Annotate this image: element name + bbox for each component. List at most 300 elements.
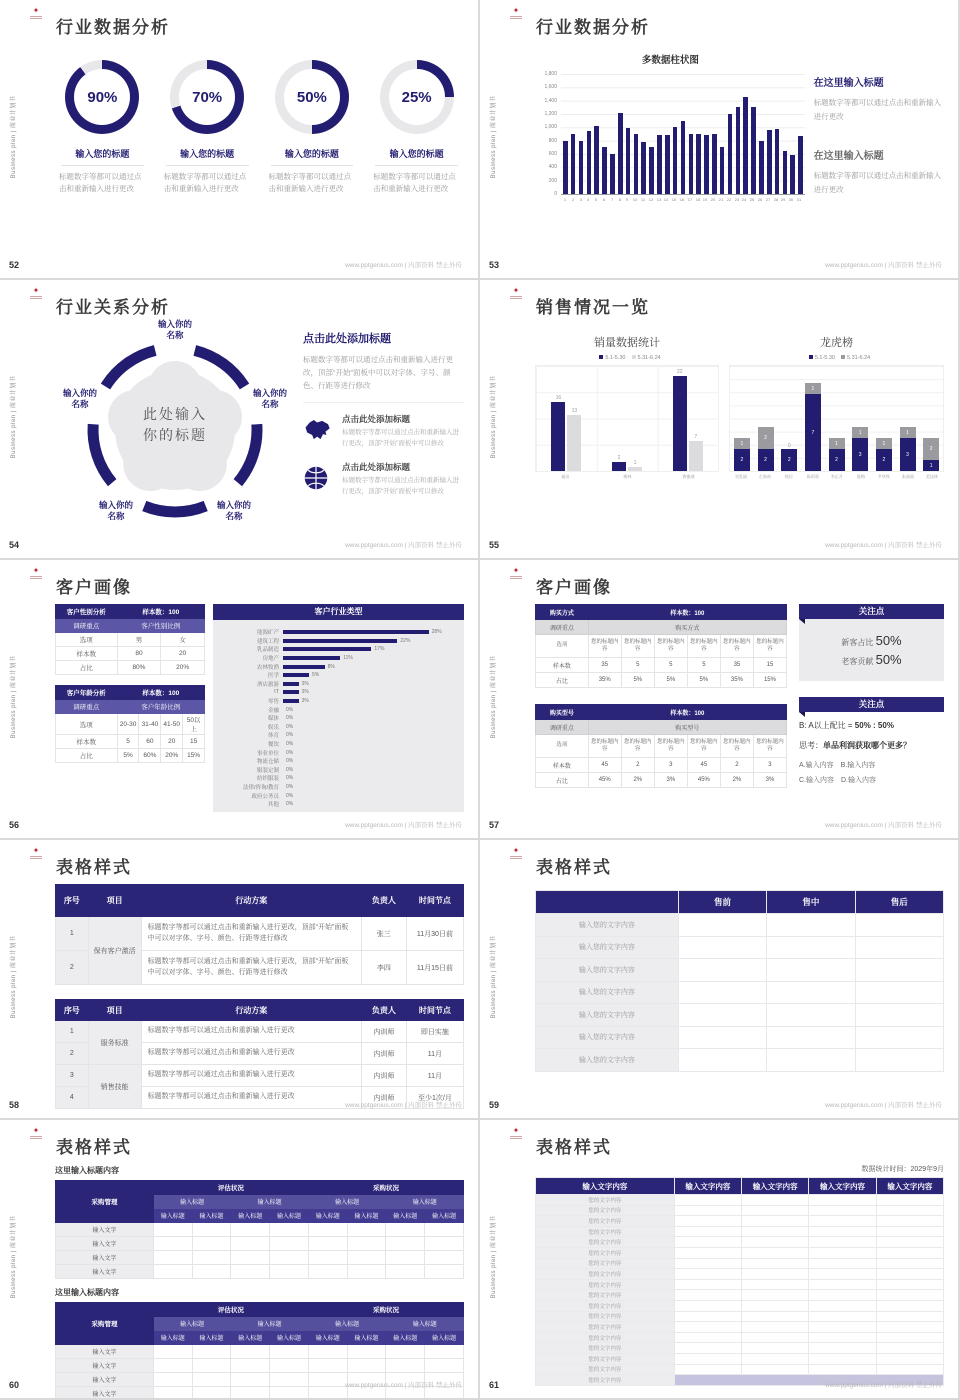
bar <box>283 647 371 651</box>
table-cell: 2 <box>720 758 753 773</box>
slide-title: 表格样式 <box>56 1138 132 1157</box>
table-cell: 5% <box>117 749 139 763</box>
hbar-row <box>215 645 456 654</box>
stacked-bar <box>923 438 939 471</box>
table-caption: 这里输入标题内容 <box>55 1166 119 1175</box>
table-header: 购买型号 <box>536 705 589 720</box>
table-cell: 3% <box>753 773 786 788</box>
hbar-row <box>215 774 456 783</box>
bar-group <box>551 395 581 471</box>
table-cell <box>674 1205 741 1216</box>
china-map-icon <box>303 417 333 443</box>
table-row <box>56 1265 464 1279</box>
block-desc: 标题数字等都可以通过点击和重新输入进行更改 <box>813 98 942 121</box>
category-label: 刘美丽 <box>734 474 748 479</box>
table-cell: 您的标题内容 <box>720 735 753 758</box>
table-row <box>536 936 944 959</box>
owner-cell: 内训师 <box>361 1087 406 1109</box>
table-cell <box>678 1026 766 1049</box>
table-cell <box>767 936 855 959</box>
table-row <box>56 633 205 647</box>
logo-line <box>30 856 42 857</box>
block-desc: 标题数字等都可以通过点击和重新输入进行更改 <box>813 171 942 194</box>
hbar-row <box>215 688 456 697</box>
bar <box>712 134 717 194</box>
tbody-el <box>56 686 205 763</box>
table-cell <box>192 1223 231 1237</box>
category-label: 香蜜湖 <box>682 474 695 479</box>
plot-area <box>561 74 805 195</box>
table-cell: 35 <box>720 658 753 673</box>
slide-thumbnail-60[interactable] <box>0 1120 480 1400</box>
page-number: 53 <box>489 260 500 270</box>
table-cell <box>809 1279 876 1290</box>
table-cell <box>270 1387 309 1400</box>
table-cell <box>153 1359 192 1373</box>
table-row <box>536 773 787 788</box>
table-cell: 35 <box>588 658 621 673</box>
table-header-row <box>56 1000 464 1021</box>
table-cell: 15% <box>183 749 205 763</box>
slide-thumbnail-57[interactable] <box>480 560 960 840</box>
table-row <box>536 1332 944 1343</box>
table-cell <box>876 1279 943 1290</box>
tbody-el <box>536 705 787 788</box>
table-header: 样本数：100 <box>117 605 204 619</box>
table-cell <box>809 1353 876 1364</box>
hbar-row <box>215 697 456 706</box>
legend-label: 5.31-6.24 <box>847 355 871 361</box>
table-cell: 3 <box>654 758 687 773</box>
table-cell: 样本数 <box>56 647 118 661</box>
table-row <box>536 1226 944 1237</box>
procurement-table <box>55 1180 464 1279</box>
item-cell: 销售技能 <box>88 1065 141 1109</box>
row-label: 您的文字内容 <box>536 1364 675 1375</box>
tbody-el <box>56 1000 464 1109</box>
hbar-row <box>215 740 456 749</box>
x-axis-tick: 31 <box>796 197 802 202</box>
table-row <box>56 917 464 951</box>
mid-header: 输入标题 <box>231 1317 309 1331</box>
bar-value: 17% <box>374 646 385 653</box>
table-cell: 5% <box>654 673 687 688</box>
bar <box>751 107 756 194</box>
bar-value: 5% <box>312 672 320 679</box>
row-label: 您的文字内容 <box>536 1237 675 1248</box>
sub-header: 输入标题 <box>425 1209 464 1223</box>
data-grid-table <box>535 1177 944 1386</box>
bar-segment: 3 <box>852 438 868 471</box>
div-el <box>814 52 944 220</box>
table-cell <box>308 1373 347 1387</box>
sales-charts-area <box>535 324 944 532</box>
bar-segment: 1 <box>734 438 750 449</box>
x-axis-tick: 11 <box>640 197 646 202</box>
table-cell <box>674 1290 741 1301</box>
bar-value: 28% <box>431 629 442 636</box>
table-cell <box>876 1343 943 1354</box>
bar <box>790 155 795 194</box>
bar <box>567 408 581 471</box>
sub-header: 输入标题 <box>386 1209 425 1223</box>
row-label: 您的文字内容 <box>536 1216 675 1227</box>
table-cell <box>742 1322 809 1333</box>
sub-header: 输入标题 <box>192 1209 231 1223</box>
category-label: 左海南 <box>758 474 771 479</box>
owner-cell: 内训师 <box>361 1021 406 1043</box>
y-axis-tick: 1,400 <box>544 97 557 104</box>
row-number: 2 <box>56 1043 89 1065</box>
table-cell <box>308 1265 347 1279</box>
table-cell <box>809 1226 876 1237</box>
column-header: 序号 <box>56 1000 89 1021</box>
table-cell: 20-30 <box>117 714 139 735</box>
row-label: 您的文字内容 <box>536 1290 675 1301</box>
bar <box>551 395 565 471</box>
logo-line <box>30 578 42 579</box>
table-cell: 80% <box>117 661 161 675</box>
row-label: 输入文字 <box>56 1223 154 1237</box>
x-axis-tick: 8 <box>618 197 621 202</box>
column-header: 输入文字内容 <box>876 1178 943 1195</box>
table-row <box>56 647 205 661</box>
table-cell <box>308 1387 347 1400</box>
table-row <box>536 1353 944 1364</box>
brand-logo <box>508 847 524 859</box>
category-label: 酒店旅游 <box>256 681 279 688</box>
slide-thumbnail-55[interactable] <box>480 280 960 560</box>
logo-icon: ✦ <box>512 6 520 15</box>
bar-chart-area <box>535 44 944 252</box>
table-row <box>56 1065 464 1087</box>
sidebar-vertical-text: Business plan | 商业计划书 <box>491 1215 497 1299</box>
column-header: 行动方案 <box>141 885 361 917</box>
table-cell <box>674 1216 741 1227</box>
category-label: 纺织服装 <box>256 776 279 783</box>
bar <box>798 136 803 194</box>
div-el <box>729 474 944 480</box>
chart-title: 客户行业类型 <box>213 604 464 620</box>
logo-line <box>510 856 522 857</box>
slide-title: 行业关系分析 <box>56 298 170 317</box>
donut-item <box>369 60 464 196</box>
table-cell <box>742 1290 809 1301</box>
table-cell <box>876 1216 943 1227</box>
slide-thumbnail-58[interactable] <box>0 840 480 1120</box>
logo-line <box>30 298 42 299</box>
mid-header: 输入标题 <box>308 1195 386 1209</box>
bar-group <box>673 369 703 471</box>
table-cell <box>270 1373 309 1387</box>
analysis-table <box>55 685 205 763</box>
table-cell <box>386 1223 425 1237</box>
tr-el <box>56 686 205 700</box>
table-cell <box>153 1345 192 1359</box>
bar-value: 0% <box>286 723 294 730</box>
brand-logo <box>508 567 524 579</box>
callout-desc: 标题数字等都可以通过点击和重新输入进行更改，顶部“开始”面板中可以修改 <box>342 477 459 495</box>
donut-item <box>160 60 255 196</box>
callout-title: 点击此处添加标题 <box>342 414 411 425</box>
table-header-row <box>56 1181 464 1195</box>
table-row <box>536 914 944 937</box>
bar-segment: 1 <box>900 427 916 438</box>
owner-cell: 内训师 <box>361 1043 406 1065</box>
div-el <box>342 413 464 449</box>
sidebar-vertical-text: Business plan | 商业计划书 <box>491 375 497 459</box>
table-row <box>536 1279 944 1290</box>
table-cell: 占比 <box>56 749 118 763</box>
section-title: 点击此处添加标题 <box>303 333 391 345</box>
stat-value: 50% <box>875 633 902 648</box>
x-axis-tick: 15 <box>671 197 677 202</box>
table-cell <box>876 1247 943 1258</box>
slide-title: 客户画像 <box>536 578 612 597</box>
logo-line <box>510 298 522 299</box>
column-header: 时间节点 <box>406 885 463 917</box>
table-cell <box>742 1258 809 1269</box>
slide-title: 表格样式 <box>536 858 612 877</box>
category-label: 农林牧渔 <box>256 664 279 671</box>
category-label: 医学 <box>267 673 279 680</box>
sidebar-vertical-text: Business plan | 商业计划书 <box>11 1215 17 1299</box>
table-cell <box>308 1237 347 1251</box>
stage-table <box>535 890 944 1072</box>
brand-logo <box>28 847 44 859</box>
brand-logo <box>508 287 524 299</box>
slide-footer: www.pptgenius.com | 内部资料 禁止外传 <box>825 822 942 829</box>
table-cell <box>425 1237 464 1251</box>
column-header: 项目 <box>88 1000 141 1021</box>
table-subheader: 购买型号 <box>588 720 786 735</box>
slide-thumbnail-53[interactable] <box>480 0 960 280</box>
tr-el <box>536 605 787 620</box>
bar <box>571 134 576 194</box>
bar <box>283 682 299 686</box>
slide-thumbnail-59[interactable] <box>480 840 960 1120</box>
table-cell <box>386 1345 425 1359</box>
bar <box>783 151 788 194</box>
y-axis-tick: 600 <box>548 151 557 157</box>
category-label: 其他 <box>267 802 279 809</box>
div-el <box>55 604 205 812</box>
donut-desc: 标题数字等都可以通过点击和重新输入进行更改 <box>59 172 142 194</box>
table-cell <box>425 1223 464 1237</box>
column-header: 输入文字内容 <box>674 1178 741 1195</box>
table-cell <box>767 959 855 982</box>
bar-segment: 1 <box>923 460 939 471</box>
chart-title: 多数据柱状图 <box>641 55 699 66</box>
td-el: 选项 <box>536 735 589 758</box>
purchase-table <box>535 704 787 788</box>
table-cell: 您的标题内容 <box>588 635 621 658</box>
data-note: 数据统计时间：2029年9月 <box>861 1166 944 1173</box>
bar <box>283 673 309 677</box>
table-cell <box>742 1332 809 1343</box>
page-number: 56 <box>9 820 20 830</box>
bar-value: 0% <box>286 706 294 713</box>
table-cell: 45% <box>588 773 621 788</box>
table-header: 样本数：100 <box>588 605 786 620</box>
category-label: 晨梅 <box>856 474 865 479</box>
x-axis-tick: 5 <box>595 197 598 202</box>
category-label: 尹华铁 <box>878 474 891 479</box>
action-tables-area <box>55 884 464 1102</box>
hbar-row <box>215 748 456 757</box>
mid-header: 输入标题 <box>386 1317 464 1331</box>
table-cell <box>742 1311 809 1322</box>
block-title: 在这里输入标题 <box>813 151 884 162</box>
table-cell <box>308 1345 347 1359</box>
table-cell: 60% <box>139 749 161 763</box>
bar-segment: 1 <box>852 427 868 438</box>
sub-header: 输入标题 <box>153 1331 192 1345</box>
tbody-el <box>536 1178 944 1386</box>
table-cell: 5 <box>687 658 720 673</box>
hbar-row <box>215 757 456 766</box>
table-cell <box>742 1195 809 1206</box>
bar <box>681 121 686 194</box>
bar-group <box>612 455 642 471</box>
table-cell: 45 <box>588 758 621 773</box>
div-el <box>535 604 944 812</box>
table-cell <box>153 1237 192 1251</box>
bar <box>628 459 642 471</box>
table-cell <box>674 1195 741 1206</box>
brand-logo <box>28 1127 44 1139</box>
y-axis-tick: 400 <box>548 164 557 171</box>
table-cell <box>809 1258 876 1269</box>
table-header: 客户年龄分析 <box>56 686 118 700</box>
x-axis-tick: 13 <box>656 197 661 202</box>
table-row <box>56 1359 464 1373</box>
table-cell <box>153 1251 192 1265</box>
slide-thumbnail-52[interactable] <box>0 0 480 280</box>
logo-line <box>510 1136 522 1137</box>
table-row <box>56 1345 464 1359</box>
table-cell <box>678 936 766 959</box>
table-cell <box>386 1265 425 1279</box>
table-cell <box>347 1359 386 1373</box>
table-cell: 占比 <box>56 661 118 675</box>
category-label: 金融 <box>267 707 279 714</box>
slide-thumbnail-56[interactable] <box>0 560 480 840</box>
table-cell <box>347 1345 386 1359</box>
tbody-el <box>56 1181 464 1279</box>
slide-thumbnail-61[interactable] <box>480 1120 960 1400</box>
bar <box>283 639 397 643</box>
table-cell <box>231 1223 270 1237</box>
row-label: 输入文字 <box>56 1345 154 1359</box>
customer-profile-area <box>55 604 464 812</box>
table-cell: 您的标题内容 <box>621 735 654 758</box>
column-chart <box>535 52 806 220</box>
category-label: 服装定制 <box>256 767 279 774</box>
slide-title: 表格样式 <box>56 858 132 877</box>
table-cell <box>153 1223 192 1237</box>
div-el <box>535 604 787 812</box>
divider <box>303 402 464 403</box>
row-label: 输入您的文字内容 <box>536 1049 679 1072</box>
globe-icon <box>303 465 329 491</box>
table-cell <box>742 1226 809 1237</box>
table-cell <box>674 1343 741 1354</box>
x-axis-tick: 10 <box>632 197 638 202</box>
tr-el <box>56 619 205 633</box>
table-row <box>536 1343 944 1354</box>
stacked-bar <box>876 438 892 471</box>
x-axis-tick: 27 <box>765 197 770 202</box>
time-cell: 11月30日前 <box>406 917 463 951</box>
hbar-row <box>215 705 456 714</box>
table-cell <box>742 1364 809 1375</box>
chart-title: 龙虎榜 <box>820 337 854 349</box>
time-cell: 11月15日前 <box>406 951 463 985</box>
category-label: 美佳林 <box>925 474 939 479</box>
slide-title: 表格样式 <box>536 1138 612 1157</box>
table-cell <box>192 1237 231 1251</box>
bar-value: 11% <box>343 655 353 662</box>
chart-title: 销量数据统计 <box>594 337 661 349</box>
logo-icon: ✦ <box>512 286 520 295</box>
bar <box>657 135 662 194</box>
table-cell <box>231 1359 270 1373</box>
slide-thumbnail-54[interactable] <box>0 280 480 560</box>
slide-title: 行业数据分析 <box>536 18 650 37</box>
table-cell <box>678 914 766 937</box>
legend <box>729 355 944 361</box>
column-header: 负责人 <box>361 1000 406 1021</box>
table-cell: 5 <box>117 735 139 749</box>
table-row <box>536 1026 944 1049</box>
stacked-bar <box>758 427 774 471</box>
table-cell <box>270 1237 309 1251</box>
table-cell <box>876 1311 943 1322</box>
row-label: 输入您的文字内容 <box>536 959 679 982</box>
table-cell: 您的标题内容 <box>588 735 621 758</box>
table-cell <box>347 1265 386 1279</box>
table-cell <box>742 1205 809 1216</box>
table-cell: 5 <box>621 658 654 673</box>
bar <box>743 97 748 194</box>
category-label: 张丽丽 <box>902 474 915 479</box>
table-cell: 80 <box>117 647 161 661</box>
relation-diagram-area <box>55 318 464 532</box>
bar <box>587 131 592 194</box>
table-row <box>536 1290 944 1301</box>
time-cell: 11月 <box>406 1043 463 1065</box>
column-header: 负责人 <box>361 885 406 917</box>
column-header: 时间节点 <box>406 1000 463 1021</box>
table-header: 客户性别分析 <box>56 605 118 619</box>
table-cell <box>809 1332 876 1343</box>
donut-item <box>55 60 150 196</box>
action-plan-table <box>55 884 464 985</box>
logo-line <box>30 858 42 859</box>
mid-header: 输入标题 <box>308 1317 386 1331</box>
table-row <box>56 735 205 749</box>
table-row <box>56 1251 464 1265</box>
table-cell <box>674 1279 741 1290</box>
table-cell <box>231 1373 270 1387</box>
sales-stage-table-area <box>535 884 944 1092</box>
slide-title: 客户画像 <box>56 578 132 597</box>
table-cell <box>809 1343 876 1354</box>
owner-cell: 内训师 <box>361 1065 406 1087</box>
table-cell: 5 <box>654 658 687 673</box>
table-row <box>56 1021 464 1043</box>
